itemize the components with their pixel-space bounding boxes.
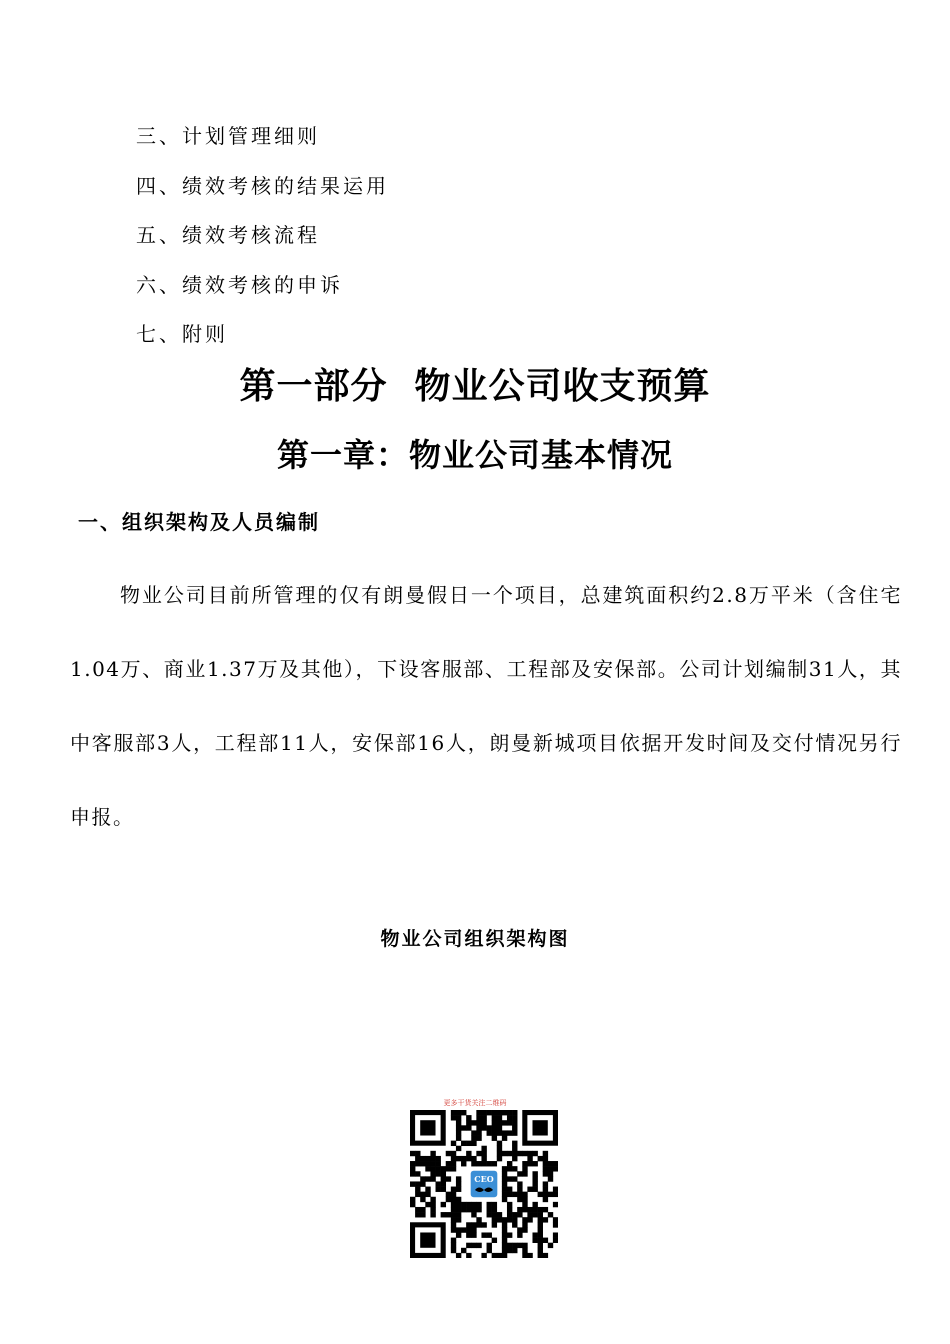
toc-item: 四、绩效考核的结果运用 [136, 173, 389, 198]
toc-item: 七、附则 [136, 322, 228, 346]
qr-caption: 更多干货关注二维码 [443, 1099, 507, 1107]
qr-code[interactable] [410, 1110, 558, 1258]
qr-code-image [410, 1110, 558, 1258]
part-title: 第一部分 物业公司收支预算 [239, 366, 711, 407]
table-of-contents [136, 118, 389, 366]
toc-item: 五、绩效考核流程 [136, 223, 320, 247]
body-paragraph: 物业公司目前所管理的仅有朗曼假日一个项目，总建筑面积约2.8万平米（含住宅1.04万、商业1.37万及其他），下设客服部、工程部及安保部。公司计划编制31人，其中客服部3人，工程部11人，安保部16人，朗曼新城项目依据开发时间及交付情况另行申报。 [70, 583, 902, 829]
toc-item: 六、绩效考核的申诉 [136, 272, 343, 297]
section-heading: 一、组织架构及人员编制 [78, 510, 320, 534]
qr-logo-text: CEO [474, 1174, 494, 1184]
org-chart-caption: 物业公司组织架构图 [380, 928, 570, 950]
chapter-title: 第一章：物业公司基本情况 [276, 436, 673, 474]
toc-item: 三、计划管理细则 [136, 124, 320, 148]
